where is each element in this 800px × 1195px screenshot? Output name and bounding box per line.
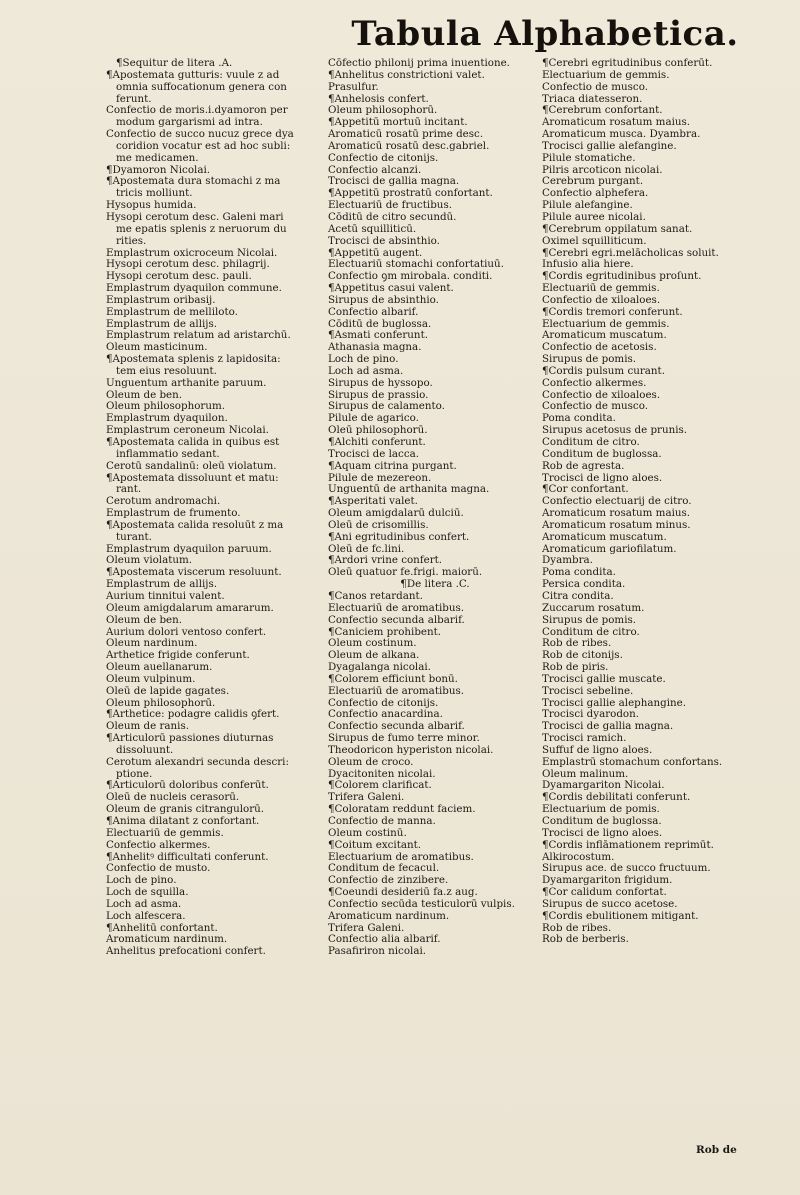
text-line: Emplastrum relatum ad aristarchū. <box>106 330 291 342</box>
text-line: Emplastrum ceroneum Nicolai. <box>106 425 269 437</box>
text-line: ¶Apostemata calida resoluūt z ma <box>106 519 284 531</box>
text-line: Suffuf de ligno aloes. <box>542 744 653 756</box>
text-line: Pilule stomatiche. <box>542 152 636 164</box>
text-line: ¶Coloratam reddunt faciem. <box>328 804 476 816</box>
text-line: Conditum de buglossa. <box>542 816 662 827</box>
text-line: Trifera Galeni. <box>328 792 405 804</box>
text-line: ¶Asperitati valet. <box>328 496 418 508</box>
text-line: Hysopi cerotum desc. philagrij. <box>106 259 270 271</box>
text-line: Pasafiriron nicolai. <box>328 946 427 958</box>
text-line: Cerotum alexandri secunda descri: <box>106 756 289 768</box>
text-line: ¶Appetitus casui valent. <box>328 283 454 295</box>
text-line: ¶Anhelosis confert. <box>328 93 429 105</box>
text-line: turant. <box>116 531 152 543</box>
text-line: Oleum philosophorū. <box>106 697 216 709</box>
text-line: Sirupus de pomis. <box>542 354 637 366</box>
text-line: ¶Coitum excitant. <box>328 839 422 851</box>
text-line: Electuariū stomachi confortatiuū. <box>328 259 504 271</box>
text-line: Cōditū de citro secundū. <box>328 211 457 223</box>
text-line: Anhelitus prefocationi confert. <box>106 946 266 958</box>
text-line: Oleum de ranis. <box>106 721 189 733</box>
text-line: Prasulfur. <box>328 81 379 93</box>
text-line: Emplastrum de allijs. <box>106 579 218 591</box>
text-line: omnia suffocationum genera con <box>116 81 287 93</box>
text-line: Aromaticum muscatum. <box>542 531 667 543</box>
text-line: Trocisci de ligno aloes. <box>542 472 663 484</box>
page-title: Tabula Alphabetica. <box>351 14 739 54</box>
text-line: Confectio de xiloaloes. <box>542 389 661 401</box>
text-line: Triaca diatesseron. <box>542 93 643 105</box>
text-line: Confectio de manna. <box>328 816 436 827</box>
text-line: Electuariū de gemmis. <box>542 283 660 295</box>
text-line: Aromaticum rosatum maius. <box>542 117 691 129</box>
text-line: Trocisci de ligno aloes. <box>542 827 663 839</box>
text-line: Confectio secunda albarif. <box>328 614 465 626</box>
text-line: Pilris arcoticon nicolai. <box>542 164 663 176</box>
text-line: Hysopi cerotum desc. Galeni mari <box>106 211 284 223</box>
text-line: Pilule alefangine. <box>542 200 633 212</box>
text-line: Athanasia magna. <box>328 342 422 354</box>
text-line: Rob de berberis. <box>542 934 629 946</box>
text-line: Infusio alia hiere. <box>542 259 634 271</box>
text-line: ¶De litera .C. <box>400 579 470 591</box>
text-line: Poma condita. <box>542 567 616 579</box>
text-line: ¶Apostemata dissoluunt et matu: <box>106 472 279 484</box>
text-line: Electuariū de aromatibus. <box>328 602 465 614</box>
text-line: ¶Cerebri egritudinibus conferūt. <box>542 58 713 69</box>
text-line: Sirupus de pomis. <box>542 614 637 626</box>
text-line: Unguentū de arthanita magna. <box>328 484 490 496</box>
text-line: Aurium dolori ventoso confert. <box>106 626 267 638</box>
text-line: Confectio de succo nucuz grece dya <box>106 129 294 141</box>
text-line: Hysopus humida. <box>106 200 197 212</box>
text-line: rant. <box>116 484 142 496</box>
text-line: Arthetice frigide conferunt. <box>106 650 250 662</box>
text-line: Confectio alkermes. <box>542 377 647 389</box>
text-line: ¶Articulorū passiones diuturnas <box>106 733 274 745</box>
text-line: Trocisci de lacca. <box>328 448 420 460</box>
text-line: Electuariū de fructibus. <box>328 200 453 212</box>
text-line: ¶Caniciem prohibent. <box>328 626 442 638</box>
text-line: Sirupus acetosus de prunis. <box>542 425 688 437</box>
text-line: Electuarium de gemmis. <box>542 318 670 330</box>
text-line: Emplastrū stomachum confortans. <box>542 756 723 768</box>
text-line: Cerotū sandalinū: oleū violatum. <box>106 460 277 472</box>
text-line: ¶Cerebrum confortant. <box>542 105 663 117</box>
text-line: Emplastrum oribasij. <box>106 294 216 306</box>
text-line: ¶Cor calidum confortat. <box>542 887 667 899</box>
text-line: tricis molliunt. <box>116 188 193 200</box>
text-line: Electuariū de gemmis. <box>106 827 224 839</box>
text-line: Oleum de alkana. <box>328 650 420 662</box>
text-line: ¶Apostemata gutturis: vuule z ad <box>106 69 280 81</box>
text-line: Oleū de nucleis cerasorū. <box>106 792 240 804</box>
text-line: Oleum amigdalarū dulciū. <box>328 508 464 520</box>
text-line: ¶Alchiti conferunt. <box>328 437 426 448</box>
text-line: ¶Anhelitus constrictioni valet. <box>328 69 485 81</box>
text-line: Dyacitoniten nicolai. <box>328 768 436 780</box>
text-line: rities. <box>116 235 147 247</box>
text-line: ¶Cordis inflāmationem reprimūt. <box>542 839 714 851</box>
text-line: Confectio de citonijs. <box>328 152 439 164</box>
text-line: Oleū quatuor fe.frigi. maiorū. <box>328 567 483 579</box>
text-line: Aromaticum muscatum. <box>542 330 667 342</box>
text-line: Emplastrum dyaquilon paruum. <box>106 543 272 555</box>
column-1 <box>106 58 322 958</box>
text-line: ¶Cordis pulsum curant. <box>542 365 665 377</box>
text-line: Unguentum arthanite paruum. <box>106 377 267 389</box>
text-line: Oleum costinum. <box>328 638 417 650</box>
text-line: Acetū squilliticū. <box>328 223 417 235</box>
text-line: ¶Apostemata dura stomachi z ma <box>106 176 281 188</box>
text-line: Sirupus ace. de succo fructuum. <box>542 863 711 875</box>
text-line: Citra condita. <box>542 590 614 602</box>
text-line: Alkirocostum. <box>542 851 615 863</box>
text-line: Pilule auree nicolai. <box>542 211 646 223</box>
text-line: Loch de squilla. <box>106 887 189 899</box>
text-line: Trocisci dyarodon. <box>542 709 640 721</box>
text-line: ¶Cordis egritudinibus proſunt. <box>542 271 702 283</box>
text-line: Oleum de ben. <box>106 389 183 401</box>
text-line: Confectio electuarij de citro. <box>542 496 692 508</box>
text-line: Aromaticū rosatū prime desc. <box>328 129 484 141</box>
text-line: me medicamen. <box>116 152 199 164</box>
text-line: ¶Articulorū doloribus conferūt. <box>106 780 269 792</box>
text-line: Oleum de croco. <box>328 756 414 768</box>
text-line: Trocisci gallie alephangine. <box>542 697 687 709</box>
catchword: Rob de <box>696 1144 737 1156</box>
text-line: Trocisci sebeline. <box>542 685 634 697</box>
text-line: Loch de pino. <box>106 875 177 887</box>
text-line: ferunt. <box>116 93 152 105</box>
text-line: Confectio alkermes. <box>106 839 211 851</box>
text-line: Trocisci ramich. <box>542 733 627 745</box>
column-2 <box>328 58 542 958</box>
text-line: Confectio secūda testiculorū vulpis. <box>328 898 515 910</box>
text-line: ¶Coeundi desideriū fa.z aug. <box>328 887 478 899</box>
text-line: Cōfectio philonij prima inuentione. <box>328 58 510 69</box>
text-line: Emplastrum oxicroceum Nicolai. <box>106 247 278 259</box>
text-line: Pilule de mezereon. <box>328 472 432 484</box>
text-line: Persica condita. <box>542 579 626 591</box>
text-line: ¶Apostemata splenis z lapidosita: <box>106 354 281 366</box>
text-line: Loch de pino. <box>328 354 399 366</box>
text-line: modum gargarismi ad intra. <box>116 117 263 129</box>
text-line: Confectio de musco. <box>542 81 648 93</box>
text-line: ¶Dyamoron Nicolai. <box>106 164 211 176</box>
text-line: ¶Apostemata viscerum resoluunt. <box>106 567 282 579</box>
text-line: Conditum de fecacul. <box>328 863 440 875</box>
text-columns <box>0 58 800 1178</box>
text-line: ¶Cor confortant. <box>542 484 629 496</box>
text-line: Aromaticum nardinum. <box>106 934 228 946</box>
text-line: Dyagalanga nicolai. <box>328 662 431 674</box>
text-line: Oleū de crisomillis. <box>328 519 429 531</box>
text-line: Oleum auellanarum. <box>106 662 213 674</box>
text-line: Confectio secunda albarif. <box>328 721 465 733</box>
text-line: Confectio alphefera. <box>542 188 649 200</box>
text-line: Aromaticum rosatum maius. <box>542 508 691 520</box>
text-line: ¶Cerebrum oppilatum sanat. <box>542 223 693 235</box>
text-line: Zuccarum rosatum. <box>542 602 645 614</box>
text-line: Aurium tinnitui valent. <box>106 590 225 602</box>
text-line: Conditum de citro. <box>542 437 640 448</box>
text-line: ¶Appetitū prostratū confortant. <box>328 188 493 200</box>
text-line: Emplastrum dyaquilon. <box>106 413 228 425</box>
text-line: Dyambra. <box>542 555 593 567</box>
text-line: ¶Aquam citrina purgant. <box>328 460 457 472</box>
text-line: Poma condita. <box>542 413 616 425</box>
text-line: Oximel squilliticum. <box>542 235 647 247</box>
text-line: ¶Asmati conferunt. <box>328 330 428 342</box>
text-line: Rob de agresta. <box>542 460 625 472</box>
text-line: Oleū de fc.lini. <box>328 543 405 555</box>
text-line: ptione. <box>116 768 153 780</box>
text-line: Confectio ꝯm mirobala. conditi. <box>328 271 493 283</box>
text-line: Aromaticum gariofilatum. <box>542 543 677 555</box>
text-line: Confectio de musto. <box>106 863 211 875</box>
text-line: Confectio de musco. <box>542 401 648 413</box>
text-line: Oleum nardinum. <box>106 638 198 650</box>
text-line: Emplastrum de frumento. <box>106 508 241 520</box>
text-line: Loch ad asma. <box>328 365 404 377</box>
text-line: Trocisci de absinthio. <box>328 235 440 247</box>
text-line: Cerebrum purgant. <box>542 176 644 188</box>
text-line: Oleum masticinum. <box>106 342 208 354</box>
text-line: dissoluunt. <box>116 744 174 756</box>
text-line: ¶Colorem clarificat. <box>328 780 432 792</box>
text-line: Trifera Galeni. <box>328 922 405 934</box>
text-line: Sirupus de succo acetose. <box>542 898 678 910</box>
text-line: Conditum de buglossa. <box>542 448 662 460</box>
text-line: ¶Sequitur de litera .A. <box>116 58 233 69</box>
text-line: Confectio de citonijs. <box>328 697 439 709</box>
text-line: ¶Anima dilatant z confortant. <box>106 816 260 827</box>
text-line: ¶Arthetice: podagre calidis ꝯfert. <box>106 709 280 721</box>
text-line: Emplastrum dyaquilon commune. <box>106 283 282 295</box>
text-line: Loch alfescera. <box>106 910 186 922</box>
text-line: Cerotum andromachi. <box>106 496 221 508</box>
text-line: Theodoricon hyperiston nicolai. <box>328 744 494 756</box>
text-line: Oleum de granis citrangulorū. <box>106 804 265 816</box>
text-line: Conditum de citro. <box>542 626 640 638</box>
text-line: Oleum philosophorū. <box>328 105 438 117</box>
text-line: Confectio alia albarif. <box>328 934 441 946</box>
text-line: Electuarium de pomis. <box>542 804 660 816</box>
text-line: coridion vocatur est ad hoc subli: <box>116 140 291 152</box>
text-line: Confectio anacardina. <box>328 709 443 721</box>
text-line: Electuarium de gemmis. <box>542 69 670 81</box>
text-line: Confectio de moris.i.dyamoron per <box>106 105 288 117</box>
text-line: Electuariū de aromatibus. <box>328 685 465 697</box>
text-line: ¶Cordis debilitati conferunt. <box>542 792 691 804</box>
text-line: ¶Colorem efficiunt bonū. <box>328 673 458 685</box>
text-line: ¶Ani egritudinibus confert. <box>328 531 470 543</box>
text-line: Rob de ribes. <box>542 922 612 934</box>
text-line: Trocisci de gallia magna. <box>328 176 460 188</box>
text-line: Rob de citonijs. <box>542 650 623 662</box>
text-line: ¶Cordis ebulitionem mitigant. <box>542 910 699 922</box>
text-line: Electuarium de aromatibus. <box>328 851 474 863</box>
text-line: ¶Canos retardant. <box>328 590 423 602</box>
text-line: Sirupus de prassio. <box>328 389 429 401</box>
text-line: Confectio de acetosis. <box>542 342 657 354</box>
text-line: Dyamargariton Nicolai. <box>542 780 665 792</box>
text-line: Confectio de zinzibere. <box>328 875 449 887</box>
text-line: Oleū de lapide gagates. <box>106 685 230 697</box>
text-line: Oleum amigdalarum amararum. <box>106 602 274 614</box>
text-line: Oleum vulpinum. <box>106 673 196 685</box>
text-line: Pilule de agarico. <box>328 413 419 425</box>
text-line: ¶Apostemata calida in quibus est <box>106 437 280 448</box>
text-line: ¶Cerebri egri.melācholicas soluit. <box>542 247 719 259</box>
text-line: Aromaticum musca. Dyambra. <box>542 129 701 141</box>
text-line: Rob de piris. <box>542 662 609 674</box>
text-line: Oleum costinū. <box>328 827 407 839</box>
text-line: Sirupus de fumo terre minor. <box>328 733 480 745</box>
text-line: Sirupus de absinthio. <box>328 294 439 306</box>
text-line: ¶Appetitū mortuū incitant. <box>328 117 468 129</box>
text-line: Trocisci de gallia magna. <box>542 721 674 733</box>
text-line: Trocisci gallie alefangine. <box>542 140 677 152</box>
text-line: Loch ad asma. <box>106 898 182 910</box>
text-line: Oleum de ben. <box>106 614 183 626</box>
text-line: Sirupus de hyssopo. <box>328 377 433 389</box>
text-line: Oleum violatum. <box>106 555 193 567</box>
text-line: Confectio alcanzi. <box>328 164 422 176</box>
text-line: Confectio albarif. <box>328 306 419 318</box>
text-line: ¶Ardori vrine confert. <box>328 555 443 567</box>
text-line: ¶Anhelitꝰ difficultati conferunt. <box>106 851 269 863</box>
text-line: Emplastrum de melliloto. <box>106 306 238 318</box>
text-line: inflammatio sedant. <box>116 448 220 460</box>
text-line: ¶Cordis tremori conferunt. <box>542 306 683 318</box>
text-line: Oleū philosophorū. <box>328 425 428 437</box>
text-line: Sirupus de calamento. <box>328 401 445 413</box>
text-line: Aromaticum rosatum minus. <box>542 519 691 531</box>
text-line: ¶Appetitū augent. <box>328 247 423 259</box>
text-line: Hysopi cerotum desc. pauli. <box>106 271 252 283</box>
column-3 <box>542 58 768 946</box>
text-line: Aromaticū rosatū desc.gabriel. <box>328 140 490 152</box>
text-line: Aromaticum nardinum. <box>328 910 450 922</box>
text-line: tem eius resoluunt. <box>116 365 217 377</box>
text-line: Emplastrum de allijs. <box>106 318 218 330</box>
text-line: Cōditū de buglossa. <box>328 318 432 330</box>
text-line: Oleum philosophorum. <box>106 401 226 413</box>
text-line: Trocisci gallie muscate. <box>542 673 666 685</box>
text-line: me epatis splenis z neruorum du <box>116 223 287 235</box>
text-line: Rob de ribes. <box>542 638 612 650</box>
text-line: Oleum malinum. <box>542 768 629 780</box>
text-line: Confectio de xiloaloes. <box>542 294 661 306</box>
text-line: Dyamargariton frigidum. <box>542 875 673 887</box>
text-line: ¶Anhelitū confortant. <box>106 922 218 934</box>
